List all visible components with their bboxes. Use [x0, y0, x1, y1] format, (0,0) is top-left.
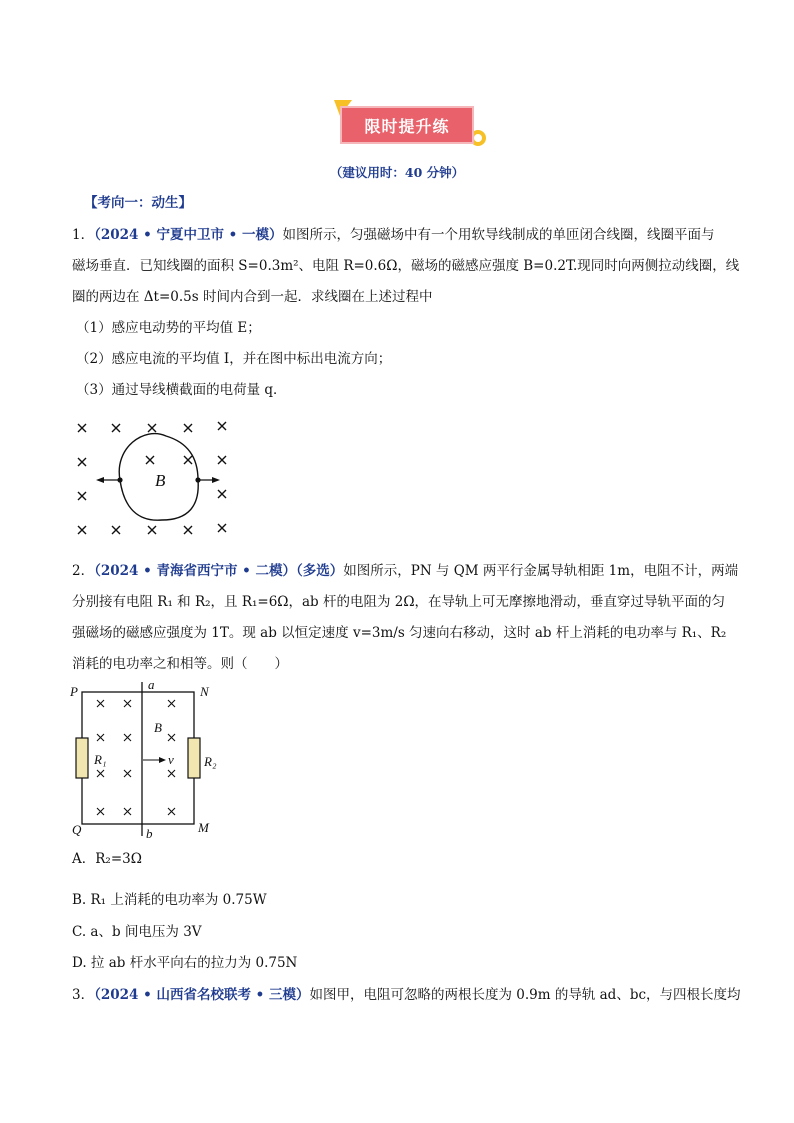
q2-option-b: B. R₁ 上消耗的电功率为 0.75W [72, 892, 267, 908]
q1-sub3: （3）通过导线横截面的电荷量 q． [76, 382, 287, 398]
label-v: v [168, 752, 174, 767]
q2-line1 [72, 561, 738, 581]
time-note: （建议用时：40 分钟） [329, 165, 465, 180]
q2-line2: 分别接有电阻 R₁ 和 R₂，且 R₁=6Ω，ab 杆的电阻为 2Ω，在导轨上可无摩擦地滑动，垂直穿过导轨平面的匀 [72, 594, 726, 610]
field-cross-marks [97, 700, 175, 815]
q2-text1: 如图所示，PN 与 QM 两平行金属导轨相距 1m，电阻不计，两端 [343, 563, 739, 579]
resistor-r1 [76, 738, 88, 778]
q1-source: （2024 • 宁夏中卫市 • 一模） [94, 227, 283, 243]
q2-line4: 消耗的电功率之和相等。则（ ） [72, 656, 288, 672]
q2-tag: （多选） [295, 563, 344, 579]
label-b: b [146, 826, 153, 841]
label-field-b: B [154, 720, 162, 735]
section-topic: 【考向一：动生】 [84, 195, 192, 211]
q1-line1 [72, 225, 714, 245]
right-arrow-icon [212, 477, 220, 483]
velocity-arrow-icon [159, 757, 166, 763]
q3-text1: 如图甲，电阻可忽略的两根长度为 0.9m 的导轨 ad、bc，与四根长度均 [309, 987, 741, 1003]
q2-option-c: C. a、b 间电压为 3V [72, 924, 202, 940]
label-a: a [148, 677, 155, 692]
q2-line3: 强磁场的磁感应强度为 1T。现 ab 以恒定速度 v=3m/s 匀速向右移动，这时 ab 杆上消耗的电功率与 R₁、R₂ [72, 625, 727, 641]
q2-source: （2024 • 青海省西宁市 • 二模） [94, 563, 296, 579]
q1-text1: 如图所示，匀强磁场中有一个用软导线制成的单匝闭合线圈，线圈平面与 [282, 227, 715, 243]
label-q: Q [72, 822, 82, 837]
field-cross-marks [78, 422, 226, 534]
label-n: N [200, 684, 209, 699]
q1-sub2: （2）感应电流的平均值 I，并在图中标出电流方向； [76, 351, 392, 367]
resistor-r2 [188, 738, 200, 778]
label-p: P [70, 684, 78, 699]
left-arrow-icon [96, 477, 104, 483]
q3-line1 [72, 985, 741, 1005]
field-label-b: B [155, 471, 166, 490]
q1-sub1: （1）感应电动势的平均值 E； [76, 320, 261, 336]
q1-line3: 圈的两边在 Δt=0.5s 时间内合到一起．求线圈在上述过程中 [72, 289, 433, 305]
q2-figure [66, 676, 236, 842]
label-r1: R₁ [94, 752, 107, 767]
q2-number: 2． [72, 563, 95, 579]
q2-option-a: A．R₂=3Ω [72, 851, 142, 867]
label-r2: R₂ [204, 754, 217, 769]
q1-number: 1． [72, 227, 95, 243]
q1-figure [66, 412, 246, 547]
q3-number: 3． [72, 987, 95, 1003]
q2-option-d: D. 拉 ab 杆水平向右的拉力为 0.75N [72, 955, 298, 971]
label-m: M [198, 820, 209, 835]
badge-title: 限时提升练 [340, 106, 474, 144]
q1-line2: 磁场垂直．已知线圈的面积 S=0.3m²、电阻 R=0.6Ω，磁场的磁感应强度 B=0.2T.现同时向两侧拉动线圈，线 [72, 258, 740, 274]
q3-source: （2024 • 山西省名校联考 • 三模） [94, 987, 310, 1003]
